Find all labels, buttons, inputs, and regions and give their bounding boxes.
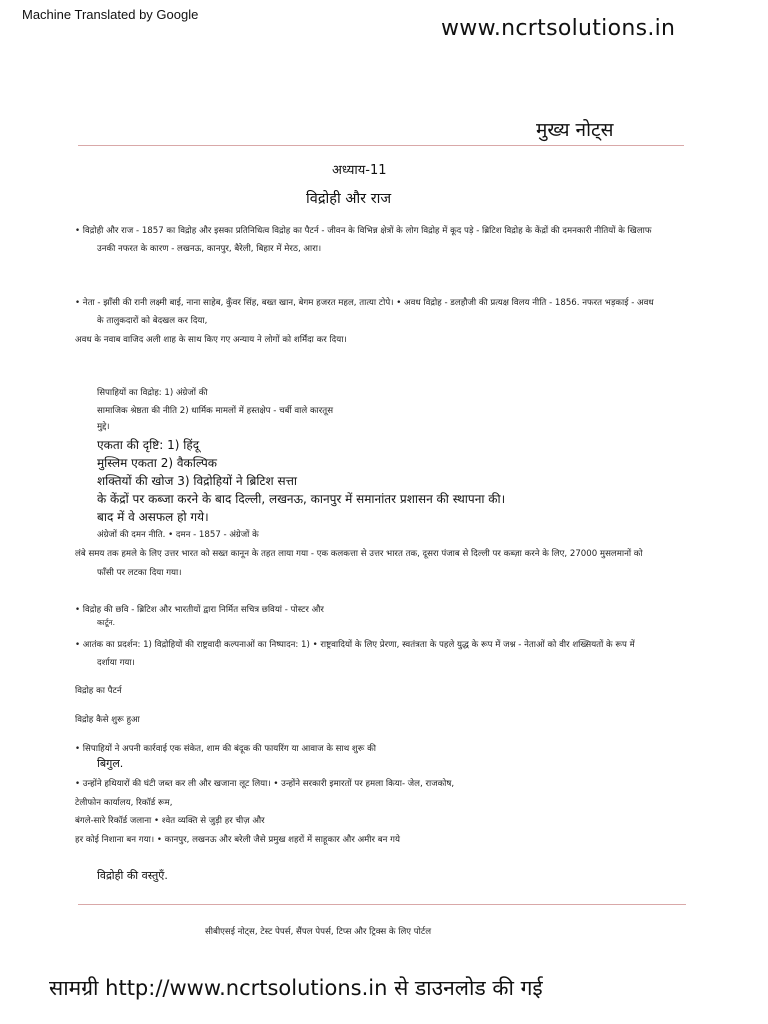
- body-line: बंगले-सारे रिकॉर्ड जलाना • श्वेत व्यक्ति से जुड़ी हर चीज़ और: [75, 816, 265, 826]
- body-line: कार्टून.: [97, 618, 116, 627]
- body-line: दर्शाया गया।: [97, 658, 135, 668]
- machine-translated-label: Machine Translated by Google: [22, 7, 199, 22]
- body-line: अवध के नवाब वाजिद अली शाह के साथ किए गए अन्याय ने लोगों को शर्मिंदा कर दिया।: [75, 335, 347, 345]
- body-line: लंबे समय तक हमले के लिए उत्तर भारत को सख्त कानून के तहत लाया गया - एक कलकत्ता से उत्तर भारत तक, दूसरा पंजाब से दिल्ली पर कब्ज़ा करने के लिए, 27000 मुसलमानों को: [75, 549, 643, 559]
- body-line: मुस्लिम एकता 2) वैकल्पिक: [97, 456, 218, 470]
- body-line: टेलीफोन कार्यालय, रिकॉर्ड रूम,: [75, 798, 173, 808]
- body-line: शक्तियों की खोज 3) विद्रोहियों ने ब्रिटिश सत्ता: [97, 474, 298, 488]
- body-line: फाँसी पर लटका दिया गया।: [97, 568, 182, 578]
- chapter-number: अध्याय-11: [332, 163, 387, 178]
- body-line: मुद्दे।: [97, 422, 110, 432]
- body-line: • विद्रोही और राज - 1857 का विद्रोह और इसका प्रतिनिधित्व विद्रोह का पैटर्न - जीवन के विभिन्न क्षेत्रों के लोग विद्रोह में कूद पड़े - ब्रिटिश विद्रोह के केंद्रों की दमनकारी नीतियों के खिलाफ: [75, 226, 652, 236]
- body-line: • विद्रोह की छवि - ब्रिटिश और भारतीयों द्वारा निर्मित सचित्र छवियां - पोस्टर और: [75, 605, 324, 615]
- body-line: बाद में वे असफल हो गये।: [97, 510, 209, 524]
- body-line: उनकी नफरत के कारण - लखनऊ, कानपुर, बैरेली, बिहार में मेरठ, आरा।: [97, 244, 322, 254]
- portal-footnote: सीबीएसई नोट्स, टेस्ट पेपर्स, सैंपल पेपर्स, टिप्स और ट्रिक्स के लिए पोर्टल: [205, 927, 432, 937]
- body-line: • आतंक का प्रदर्शन: 1) विद्रोहियों की राष्ट्रवादी कल्पनाओं का निष्पादन: 1) • राष्ट्रवादियों के लिए प्रेरणा, स्वतंत्रता के पहले युद्ध के रूप में जश्न - नेताओं को वीर शख्सियतों के रूप में: [75, 640, 635, 650]
- section-heading: विद्रोही की वस्तुएँ.: [97, 869, 168, 882]
- body-line: हर कोई निशाना बन गया। • कानपुर, लखनऊ और बरेली जैसे प्रमुख शहरों में साहूकार और अमीर बन गये: [75, 835, 401, 845]
- top-divider: [78, 145, 684, 146]
- body-line: • नेता - झाँसी की रानी लक्ष्मी बाई, नाना साहेब, कुँवर सिंह, बख्त खान, बेगम हजरत महल, तात्या टोपे। • अवध विद्रोह - डलहौजी की प्रत्यक्ष विलय नीति - 1856. नफरत भड़काई - अवध: [75, 298, 654, 308]
- body-line: • उन्होंने हथियारों की घंटी जब्त कर ली और खजाना लूट लिया। • उन्होंने सरकारी इमारतों पर हमला किया- जेल, राजकोष,: [75, 779, 455, 789]
- site-header: www.ncrtsolutions.in: [441, 16, 676, 41]
- section-heading: विद्रोह कैसे शुरू हुआ: [75, 715, 140, 725]
- bottom-divider: [78, 904, 686, 905]
- body-line: के केंद्रों पर कब्जा करने के बाद दिल्ली, लखनऊ, कानपुर में समानांतर प्रशासन की स्थापना की।: [97, 492, 506, 506]
- notes-title: मुख्य नोट्स: [536, 119, 614, 141]
- body-line: सामाजिक श्रेष्ठता की नीति 2) धार्मिक मामलों में हस्तक्षेप - चर्बी वाले कारतूस: [97, 406, 334, 416]
- body-line: • सिपाहियों ने अपनी कार्रवाई एक संकेत, शाम की बंदूक की फायरिंग या आवाज के साथ शुरू की: [75, 744, 377, 754]
- body-line: के तालुकदारों को बेदखल कर दिया,: [97, 316, 208, 326]
- body-line: एकता की दृष्टि: 1) हिंदू: [97, 438, 200, 452]
- body-line: बिगुल.: [97, 757, 124, 770]
- body-line: सिपाहियों का विद्रोह: 1) अंग्रेजों की: [97, 388, 208, 398]
- chapter-title: विद्रोही और राज: [306, 191, 392, 207]
- download-credit: सामग्री http://www.ncrtsolutions.in से डाउनलोड की गई: [49, 976, 543, 1000]
- body-line: अंग्रेजों की दमन नीति. • दमन - 1857 - अंग्रेजों के: [97, 530, 259, 540]
- section-heading: विद्रोह का पैटर्न: [75, 686, 122, 696]
